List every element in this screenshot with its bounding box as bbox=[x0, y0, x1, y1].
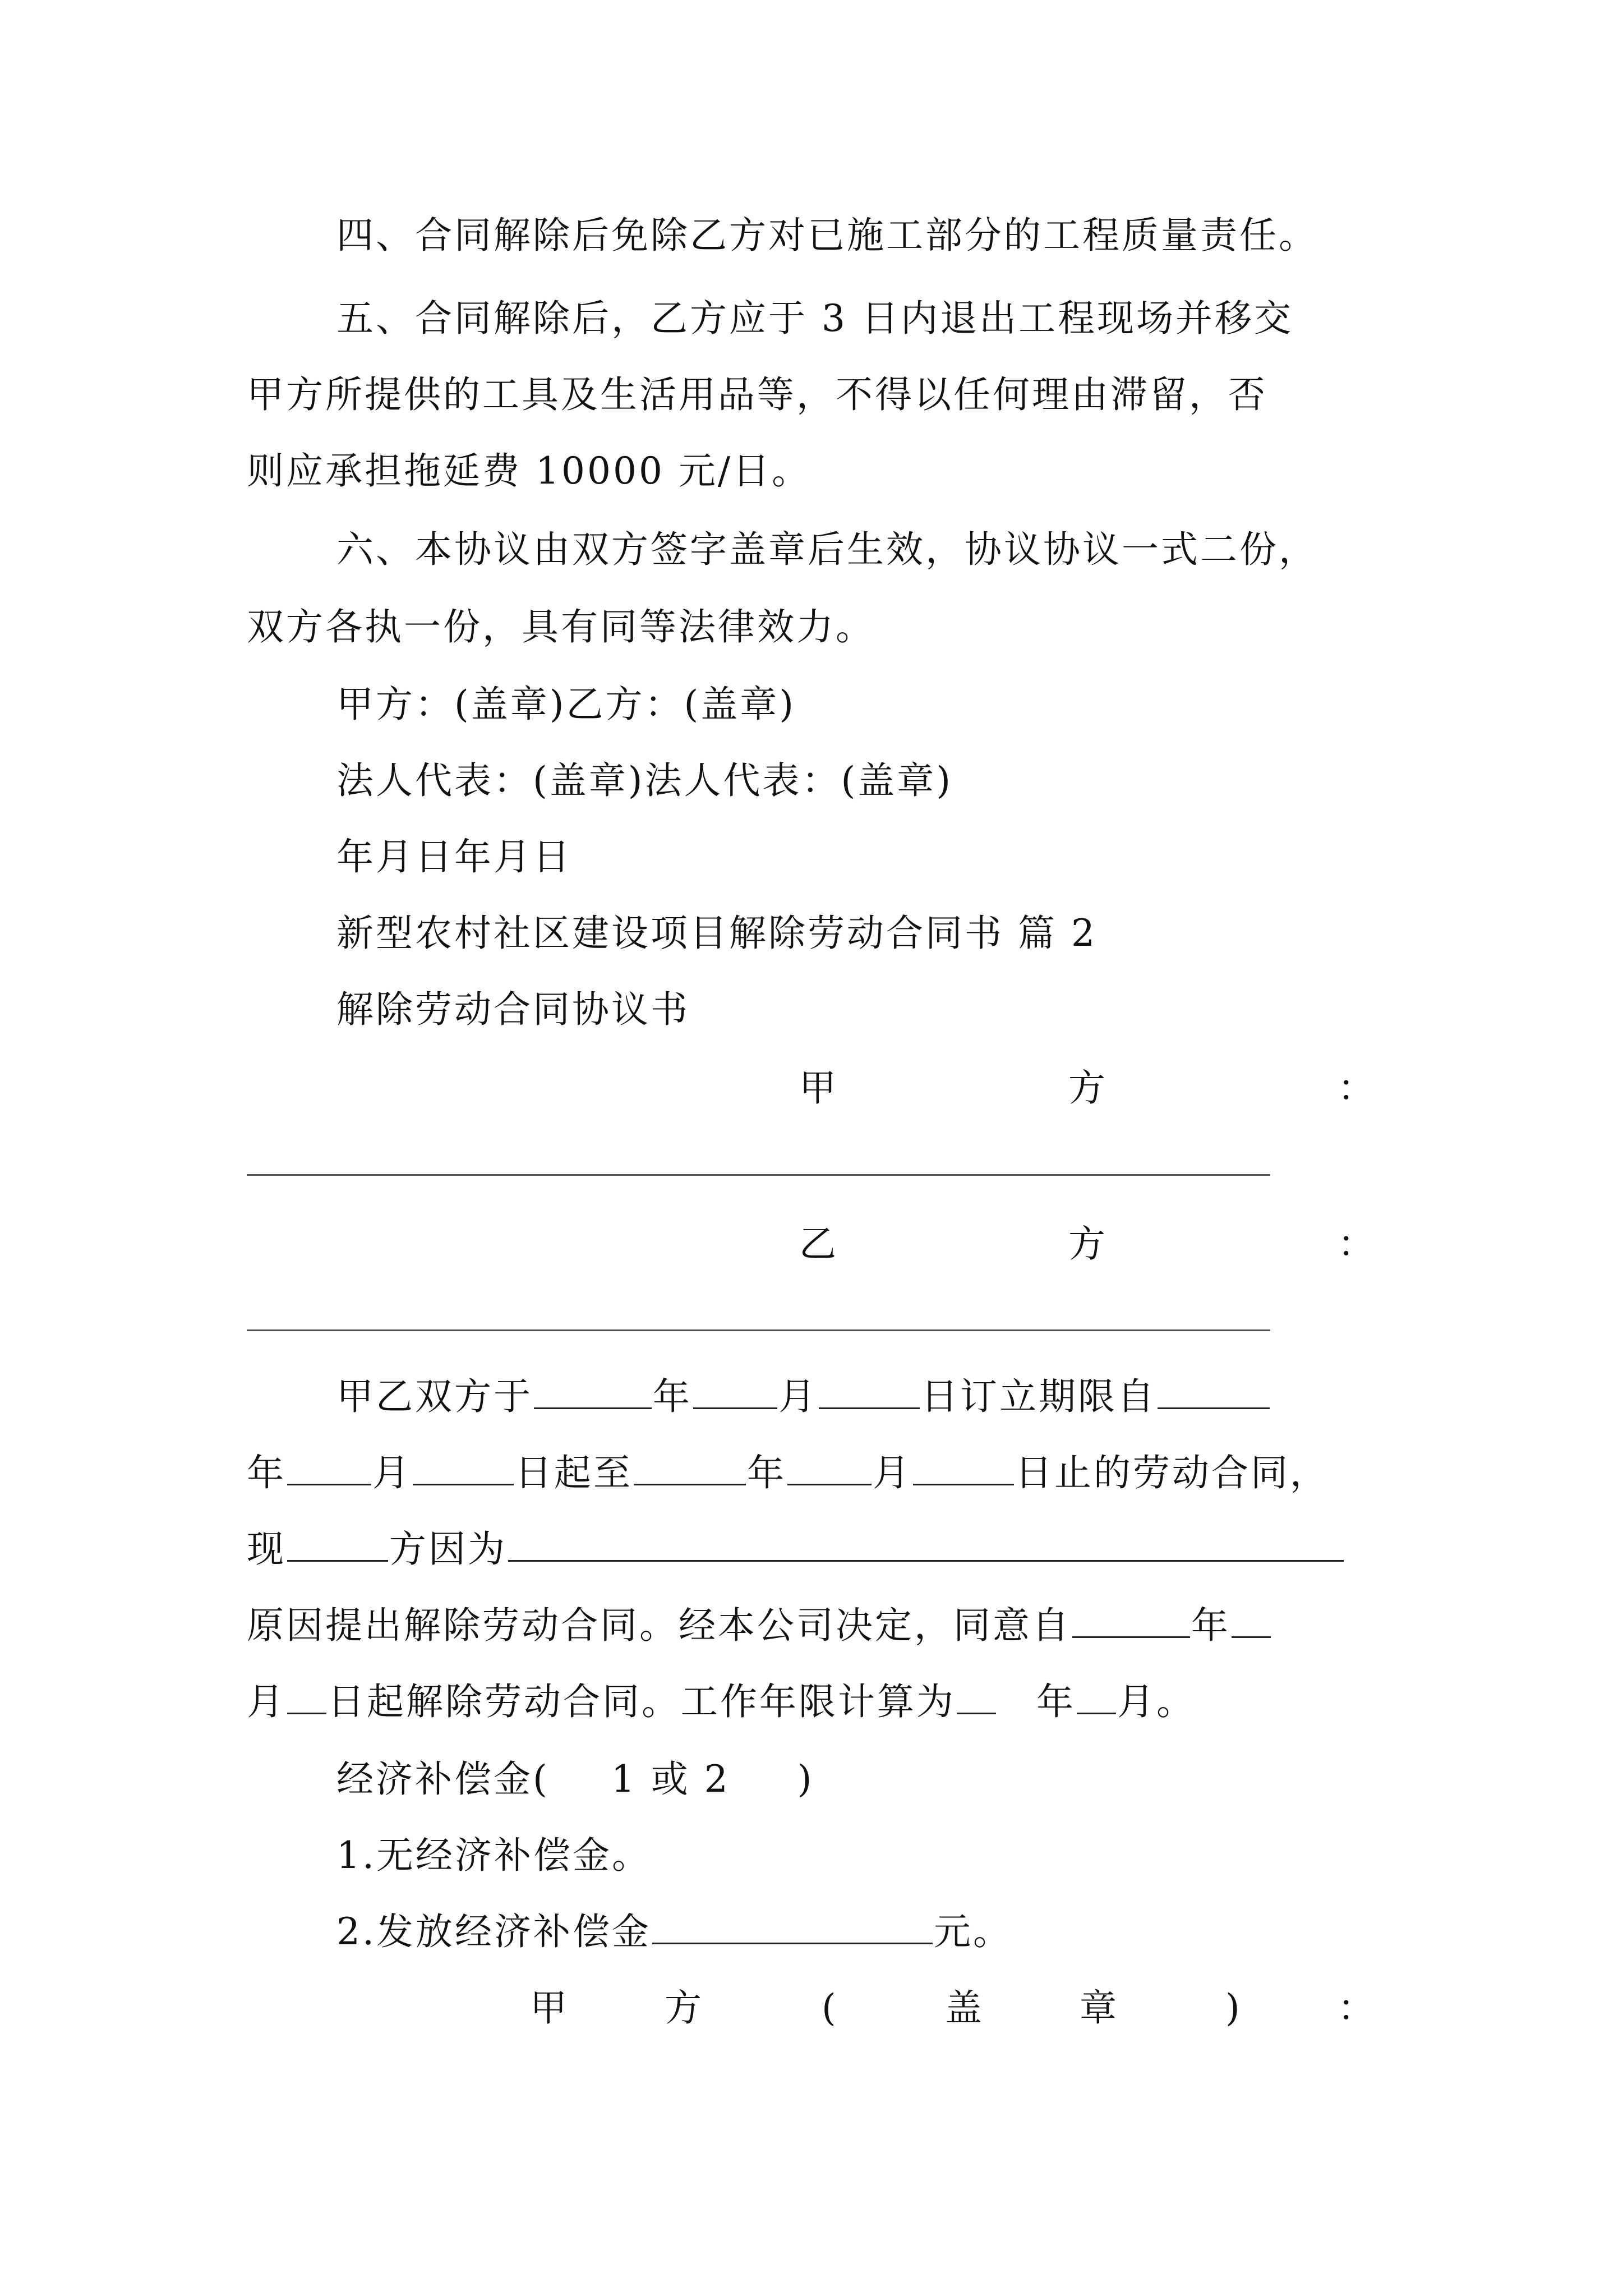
form-text: 现 bbox=[247, 1527, 286, 1571]
blank-service-months[interactable] bbox=[1077, 1681, 1116, 1714]
blank-termination-year[interactable] bbox=[1072, 1605, 1190, 1638]
section-2-title: 新型农村社区建设项目解除劳动合同书 篇 2 bbox=[336, 912, 1097, 955]
paragraph-5-line-1: 五、合同解除后，乙方应于 3 日内退出工程现场并移交 bbox=[336, 297, 1293, 340]
form-text: 原因提出解除劳动合同。经本公司决定，同意自 bbox=[247, 1604, 1071, 1647]
blank-reason[interactable] bbox=[508, 1529, 1344, 1562]
blank-compensation-amount[interactable] bbox=[652, 1911, 933, 1944]
form-text: 月 bbox=[372, 1451, 412, 1494]
form-text: 日订立期限自 bbox=[921, 1375, 1156, 1418]
blank-party[interactable] bbox=[287, 1529, 388, 1562]
form-line-4 bbox=[247, 1603, 1272, 1648]
form-text: 年 bbox=[247, 1451, 286, 1494]
footer-sign-char-4: 盖 bbox=[945, 1986, 982, 2030]
form-text: 元。 bbox=[933, 1910, 1012, 1953]
party-a-colon: ： bbox=[1338, 1066, 1375, 1110]
form-text: 月 bbox=[247, 1680, 286, 1723]
form-text: 月 bbox=[873, 1451, 912, 1494]
form-line-1 bbox=[336, 1374, 1271, 1419]
blank-end-day[interactable] bbox=[913, 1452, 1014, 1485]
form-text: 甲乙双方于 bbox=[336, 1375, 533, 1418]
signature-line-2: 法人代表：(盖章)法人代表：(盖章) bbox=[336, 759, 953, 802]
blank-year[interactable] bbox=[534, 1376, 652, 1409]
form-text: 年 bbox=[747, 1451, 786, 1494]
party-b-underline bbox=[247, 1329, 1270, 1331]
party-b-char-1: 乙 bbox=[799, 1222, 836, 1266]
agreement-subtitle: 解除劳动合同协议书 bbox=[336, 988, 690, 1031]
party-b-colon: ： bbox=[1338, 1222, 1375, 1266]
form-text: ) bbox=[797, 1757, 814, 1801]
form-text: 2.发放经济补偿金 bbox=[336, 1910, 651, 1953]
compensation-options: 1 或 2 bbox=[611, 1757, 730, 1801]
blank-start-month[interactable] bbox=[287, 1452, 371, 1485]
footer-sign-paren-close: ) bbox=[1225, 1986, 1240, 2030]
compensation-line bbox=[336, 1757, 814, 1802]
paragraph-5-line-2: 甲方所提供的工具及生活用品等，不得以任何理由滞留，否 bbox=[247, 373, 1267, 416]
blank-day[interactable] bbox=[819, 1376, 920, 1409]
footer-sign-paren-open: ( bbox=[822, 1986, 836, 2030]
blank-service-years[interactable] bbox=[957, 1681, 996, 1714]
signature-line-1: 甲方：(盖章)乙方：(盖章) bbox=[336, 683, 796, 726]
blank-termination-day[interactable] bbox=[287, 1681, 326, 1714]
blank-termination-month[interactable] bbox=[1232, 1605, 1271, 1638]
form-line-3 bbox=[247, 1527, 1345, 1572]
footer-sign-colon: ： bbox=[1338, 1986, 1375, 2030]
paragraph-6-line-1: 六、本协议由双方签字盖章后生效，协议协议一式二份， bbox=[336, 528, 1318, 571]
party-b-char-2: 方 bbox=[1068, 1222, 1105, 1266]
form-text: 年 bbox=[1191, 1604, 1230, 1647]
footer-sign-char-2: 方 bbox=[665, 1986, 702, 2030]
blank-start-year[interactable] bbox=[1158, 1376, 1270, 1409]
form-text: 日起至 bbox=[515, 1451, 633, 1494]
form-text: 月。 bbox=[1117, 1680, 1196, 1723]
paragraph-5-line-3: 则应承担拖延费 10000 元/日。 bbox=[247, 449, 811, 493]
blank-month[interactable] bbox=[693, 1376, 777, 1409]
blank-start-day[interactable] bbox=[413, 1452, 514, 1485]
form-text: 日起解除劳动合同。工作年限计算为 bbox=[328, 1680, 956, 1723]
party-a-char-1: 甲 bbox=[799, 1066, 836, 1110]
form-text: 日止的劳动合同， bbox=[1015, 1451, 1329, 1494]
party-a-char-2: 方 bbox=[1068, 1066, 1105, 1110]
option-2 bbox=[336, 1910, 1012, 1954]
form-text: 年 bbox=[653, 1375, 692, 1418]
paragraph-4: 四、合同解除后免除乙方对已施工部分的工程质量责任。 bbox=[336, 214, 1318, 257]
form-text: 经济补偿金( bbox=[336, 1757, 550, 1801]
footer-sign-char-5: 章 bbox=[1080, 1986, 1117, 2030]
date-line: 年月日年月日 bbox=[336, 835, 572, 878]
form-line-2 bbox=[247, 1451, 1329, 1496]
form-line-5 bbox=[247, 1680, 1196, 1724]
form-text: 年 bbox=[1036, 1680, 1076, 1723]
option-1: 1.无经济补偿金。 bbox=[336, 1834, 651, 1877]
blank-end-month[interactable] bbox=[787, 1452, 872, 1485]
form-text: 月 bbox=[778, 1375, 818, 1418]
party-a-underline bbox=[247, 1174, 1270, 1176]
blank-end-year[interactable] bbox=[634, 1452, 746, 1485]
form-text: 方因为 bbox=[389, 1527, 507, 1571]
footer-sign-char-1: 甲 bbox=[530, 1986, 567, 2030]
paragraph-6-line-2: 双方各执一份，具有同等法律效力。 bbox=[247, 605, 875, 648]
